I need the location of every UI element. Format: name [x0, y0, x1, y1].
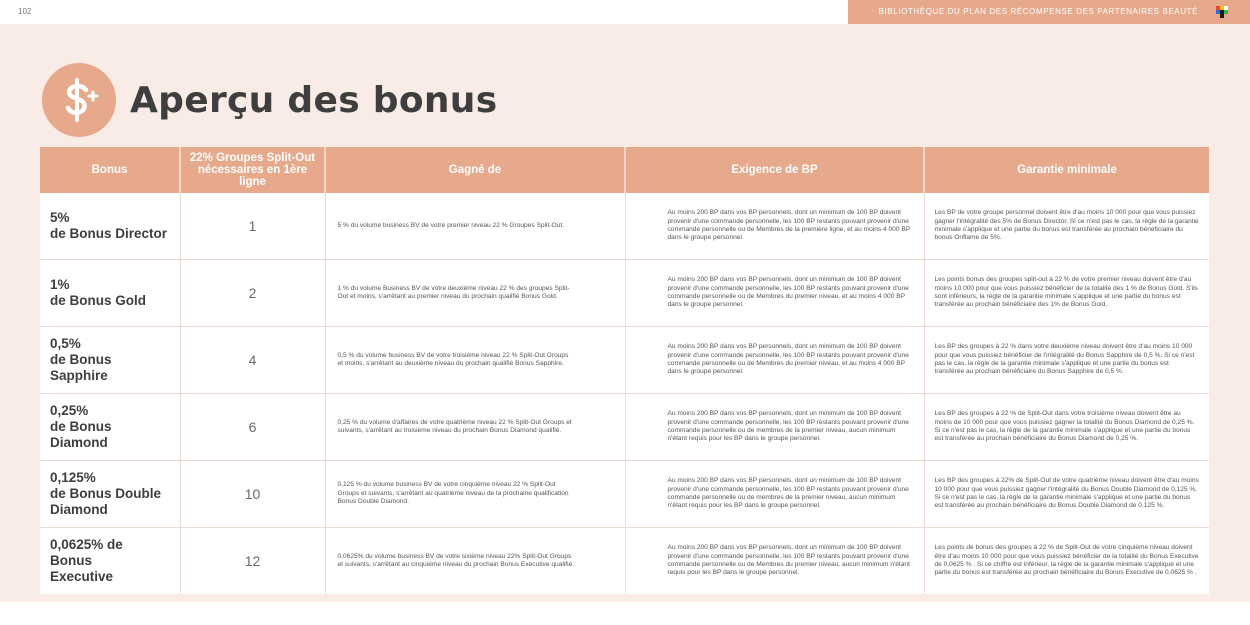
- column-header-bonus: Bonus: [40, 147, 180, 193]
- bonus-name-line: 0,25%: [50, 403, 89, 418]
- table-row: [40, 461, 1209, 528]
- bonus-name-line: Executive: [50, 569, 114, 584]
- bonus-name-line: de Bonus Double: [50, 486, 161, 501]
- bp-requirement: Au moins 200 BP dans vos BP personnels, dont un minimum de 100 BP doivent provenir d'une commande personnelle, les 100 BP restants pouvant provenir d'une commande personnelle ou de Membres du premier niveau, et au moins 4 000 BP dans le groupe personnel.: [625, 327, 924, 394]
- bonus-name-line: de Bonus Gold: [50, 293, 146, 308]
- bp-requirement: Au moins 200 BP dans vos BP personnels, dont un minimum de 100 BP doivent provenir d'une commande personnelle, les 100 BP restants pouvant provenir d'une commande personnelle ou de Membres de la première ligne, et au moins 4 000 BP dans le groupe personnel.: [625, 193, 924, 260]
- dollar-plus-icon: [42, 63, 116, 137]
- groups-required: 10: [180, 461, 325, 528]
- banner-title: BIBLIOTHÈQUE DU PLAN DES RÉCOMPENSE DES PARTENAIRES BEAUTÉ: [878, 7, 1198, 16]
- column-header-earned: Gagné de: [325, 147, 625, 193]
- bonus-name-line: 0,5%: [50, 336, 81, 351]
- bonus-name-line: 1%: [50, 277, 70, 292]
- bonus-name: [40, 528, 180, 595]
- table-row: [40, 260, 1209, 327]
- brand-logo-icon: [1216, 6, 1228, 18]
- bonus-name-line: Bonus: [50, 553, 92, 568]
- bonus-name-line: Diamond: [50, 502, 108, 517]
- table-row: [40, 528, 1209, 595]
- bp-requirement: Au moins 200 BP dans vos BP personnels, dont un minimum de 100 BP doivent provenir d'une commande personnelle, les 100 BP restants pouvant provenir d'une commande personnelle ou de Membres du premier niveau, aucun minimum n'étant requis pour les BP dans le groupe personnel.: [625, 528, 924, 595]
- page-number: 102: [18, 7, 32, 16]
- column-header-bp-requirement: Exigence de BP: [625, 147, 924, 193]
- bonus-name: [40, 461, 180, 528]
- column-header-groups: 22% Groupes Split-Out nécessaires en 1ère ligne: [180, 147, 325, 193]
- bp-requirement: Au moins 200 BP dans vos BP personnels, dont un minimum de 100 BP doivent provenir d'une commande personnelle, les 100 BP restants pouvant provenir d'une commande personnelle ou de Membres du premier niveau, et au moins 4 000 BP dans le groupe personnel.: [625, 260, 924, 327]
- earned-from: 0,0625% du volume business BV de votre sixième niveau 22% Split-Out Groups et suivants, s'arrêtant au cinquième niveau du prochain Bonus Executive qualifié.: [325, 528, 625, 595]
- bonus-name: [40, 193, 180, 260]
- bonus-name-line: Sapphire: [50, 368, 108, 383]
- bonus-name-line: 0,0625% de: [50, 537, 123, 552]
- bonus-name: [40, 394, 180, 461]
- groups-required: 12: [180, 528, 325, 595]
- table-row: [40, 327, 1209, 394]
- minimum-guarantee: Les BP des groupes à 22% de Split-Out de votre quatrième niveau doivent être d'au moins 10 000 pour que vous puissiez gagner l'intégralité du Bonus Double Diamond de 0,125 %. Si ce n'est pas le cas, la règle de la garantie minimale s'applique et une partie du bonus est transférée au prochain bénéficiaire du Bonus Double Diamond de 0,125 %.: [924, 461, 1209, 528]
- bonus-name-line: 5%: [50, 210, 70, 225]
- bonus-name-line: Diamond: [50, 435, 108, 450]
- bonus-name-line: de Bonus: [50, 352, 112, 367]
- minimum-guarantee: Les points bonus des groupes split-out à 22 % de votre premier niveau doivent être d'au moins 10 000 pour que vous puissiez bénéficier de la totalité des 1 % de Bonus Gold. S'ils sont inférieurs, la règle de la garantie minimale s'applique et une partie du bonus est transférée au prochain bénéficiaire des 1% de Bonus Gold.: [924, 260, 1209, 327]
- groups-required: 1: [180, 193, 325, 260]
- bonus-name: [40, 260, 180, 327]
- minimum-guarantee: Les BP de votre groupe personnel doivent être d'au moins 10 000 pour que vous puissiez gagner l'intégralité des 5% de Bonus Director. Si ce n'est pas le cas, la règle de la garantie minimale s'applique et une partie du bonus est transférée au prochain bénéficiaire du bonus Oriflame de 5%.: [924, 193, 1209, 260]
- minimum-guarantee: Les BP des groupes à 22 % dans votre deuxième niveau doivent être d'au moins 10 000 pour que vous puissiez bénéficier de l'intégralité du Bonus Sapphire de 0,5 %. Si ce n'est pas le cas, la règle de la garantie minimale s'applique et une partie du bonus est transférée au prochain bénéficiaire du Bonus Sapphire de 0,5 %.: [924, 327, 1209, 394]
- bonus-name-line: de Bonus: [50, 419, 112, 434]
- groups-required: 2: [180, 260, 325, 327]
- earned-from: 0,25 % du volume d'affaires de votre quatrième niveau 22 % Split-Out Groups et suivants, s'arrêtant au troisième niveau du prochain Bonus Diamond qualifié.: [325, 394, 625, 461]
- earned-from: 0,125 % du volume business BV de votre cinquième niveau 22 % Split-Out Groups et suivants, s'arrêtant au quatrième niveau de la prochaine qualification Bonus Double Diamond.: [325, 461, 625, 528]
- page-title: Aperçu des bonus: [130, 80, 498, 121]
- bp-requirement: Au moins 200 BP dans vos BP personnels, dont un minimum de 100 BP doivent provenir d'une commande personnelle, les 100 BP restants pouvant provenir d'une commande personnelle ou de membres de la premier niveau, aucun minimum n'étant requis pour les BP dans le groupe personnel.: [625, 394, 924, 461]
- bonus-name: [40, 327, 180, 394]
- header-banner: [848, 0, 1250, 24]
- bonus-table: [40, 147, 1209, 594]
- table-header-row: [40, 147, 1209, 193]
- earned-from: 1 % du volume Business BV de votre deuxième niveau 22 % des groupes Split-Out et moins, s'arrêtant au premier niveau du prochain qualifié Bonus Gold.: [325, 260, 625, 327]
- groups-required: 6: [180, 394, 325, 461]
- bonus-name-line: de Bonus Director: [50, 226, 168, 241]
- column-header-minimum-guarantee: Garantie minimale: [924, 147, 1209, 193]
- earned-from: 0,5 % du volume business BV de votre troisième niveau 22 % Split-Out Groups et moins, s'arrêtant au deuxième niveau du prochain qualifié Bonus Sapphire.: [325, 327, 625, 394]
- table-row: [40, 193, 1209, 260]
- table-row: [40, 394, 1209, 461]
- minimum-guarantee: Les points de bonus des groupes à 22 % de Split-Out de votre cinquième niveau doivent être d'au moins 10 000 pour que vous puissiez bénéficier de la totalité du Bonus Executive de 0,0625 % . Si ce chiffre est inférieur, la règle de la garantie minimale s'applique et une partie du bonus est transférée au prochain bénéficiaire du Bonus Executive de 0,0625 % .: [924, 528, 1209, 595]
- bp-requirement: Au moins 200 BP dans vos BP personnels, dont un minimum de 100 BP doivent provenir d'une commande personnelle, les 100 BP restants pouvant provenir d'une commande personnelle ou de membres de la premier niveau, aucun minimum n'étant requis pour les BP dans le groupe personnel.: [625, 461, 924, 528]
- groups-required: 4: [180, 327, 325, 394]
- bonus-name-line: 0,125%: [50, 470, 96, 485]
- earned-from: 5 % du volume business BV de votre premier niveau 22 % Groupes Split-Out.: [325, 193, 625, 260]
- minimum-guarantee: Les BP des groupes à 22 % de Split-Out dans votre troisième niveau doivent être au moins de 10 000 pour que vous puissiez gagner la totalité du Bonus Diamond de 0,25 %. Si ce n'est pas le cas, la règle de la garantie minimale s'applique et une partie du bonus est transférée au prochain bénéficiaire du Bonus Diamond de 0,25 %.: [924, 394, 1209, 461]
- bottom-strip: [0, 602, 1250, 625]
